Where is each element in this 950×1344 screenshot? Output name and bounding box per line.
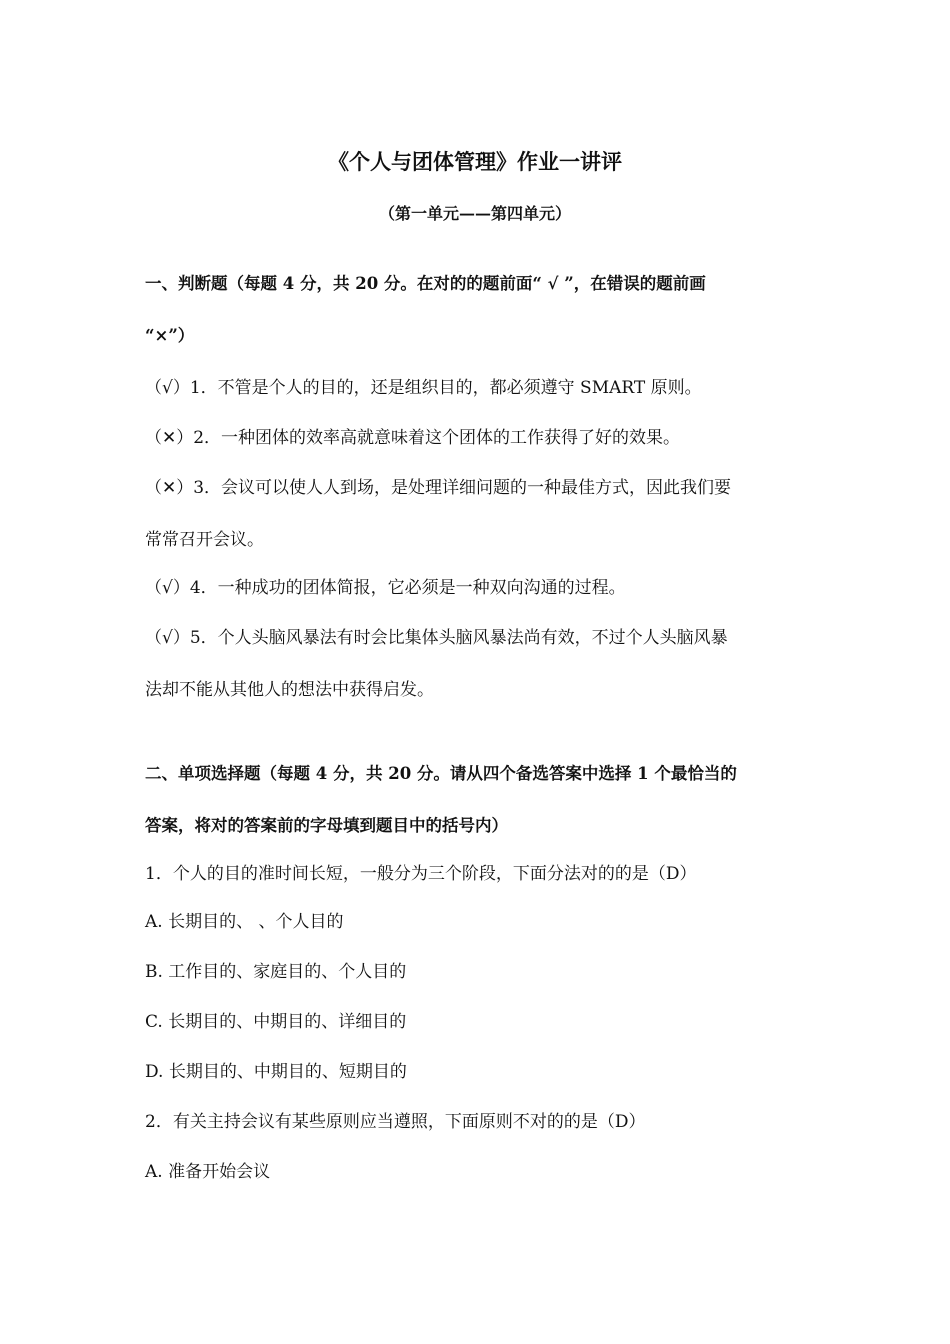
document-title: 《个人与团体管理》作业一讲评 [328,149,622,174]
section1-heading-line2: “×”） [145,326,195,345]
choice-option-1c: C. 长期目的、中期目的、详细目的 [145,1012,407,1032]
choice-option-2a: A. 准备开始会议 [145,1162,271,1182]
choice-option-1a: A. 长期目的、 、个人目的 [145,912,344,932]
judgment-item-2: （✕）2．一种团体的效率高就意味着这个团体的工作获得了好的效果。 [145,428,681,448]
judgment-item-3: （✕）3．会议可以使人人到场，是处理详细问题的一种最佳方式，因此我们要 [145,478,732,498]
document-subtitle: （第一单元——第四单元） [378,204,571,223]
choice-question-2: 2．有关主持会议有某些原则应当遵照，下面原则不对的的是（D） [145,1112,646,1132]
choice-question-1: 1．个人的目的准时间长短，一般分为三个阶段，下面分法对的的是（D） [145,864,697,884]
judgment-item-5: （√）5．个人头脑风暴法有时会比集体头脑风暴法尚有效，不过个人头脑风暴 [145,628,728,648]
section2-heading-line1: 二、单项选择题（每题 4 分，共 20 分。请从四个备选答案中选择 1 个最恰当的 [145,764,737,783]
section1-heading-line1: 一、判断题（每题 4 分，共 20 分。在对的的题前面“ √ ”，在错误的题前画 [145,274,706,293]
judgment-item-1: （√）1．不管是个人的目的，还是组织目的，都必须遵守 SMART 原则。 [145,378,702,398]
judgment-item-4: （√）4．一种成功的团体简报，它必须是一种双向沟通的过程。 [145,578,626,598]
choice-option-1d: D. 长期目的、中期目的、短期目的 [145,1062,407,1082]
choice-option-1b: B. 工作目的、家庭目的、个人目的 [145,962,407,982]
section2-heading-line2: 答案，将对的答案前的字母填到题目中的括号内） [145,816,508,835]
judgment-item-5-cont: 法却不能从其他人的想法中获得启发。 [145,680,434,700]
judgment-item-3-cont: 常常召开会议。 [145,530,264,550]
